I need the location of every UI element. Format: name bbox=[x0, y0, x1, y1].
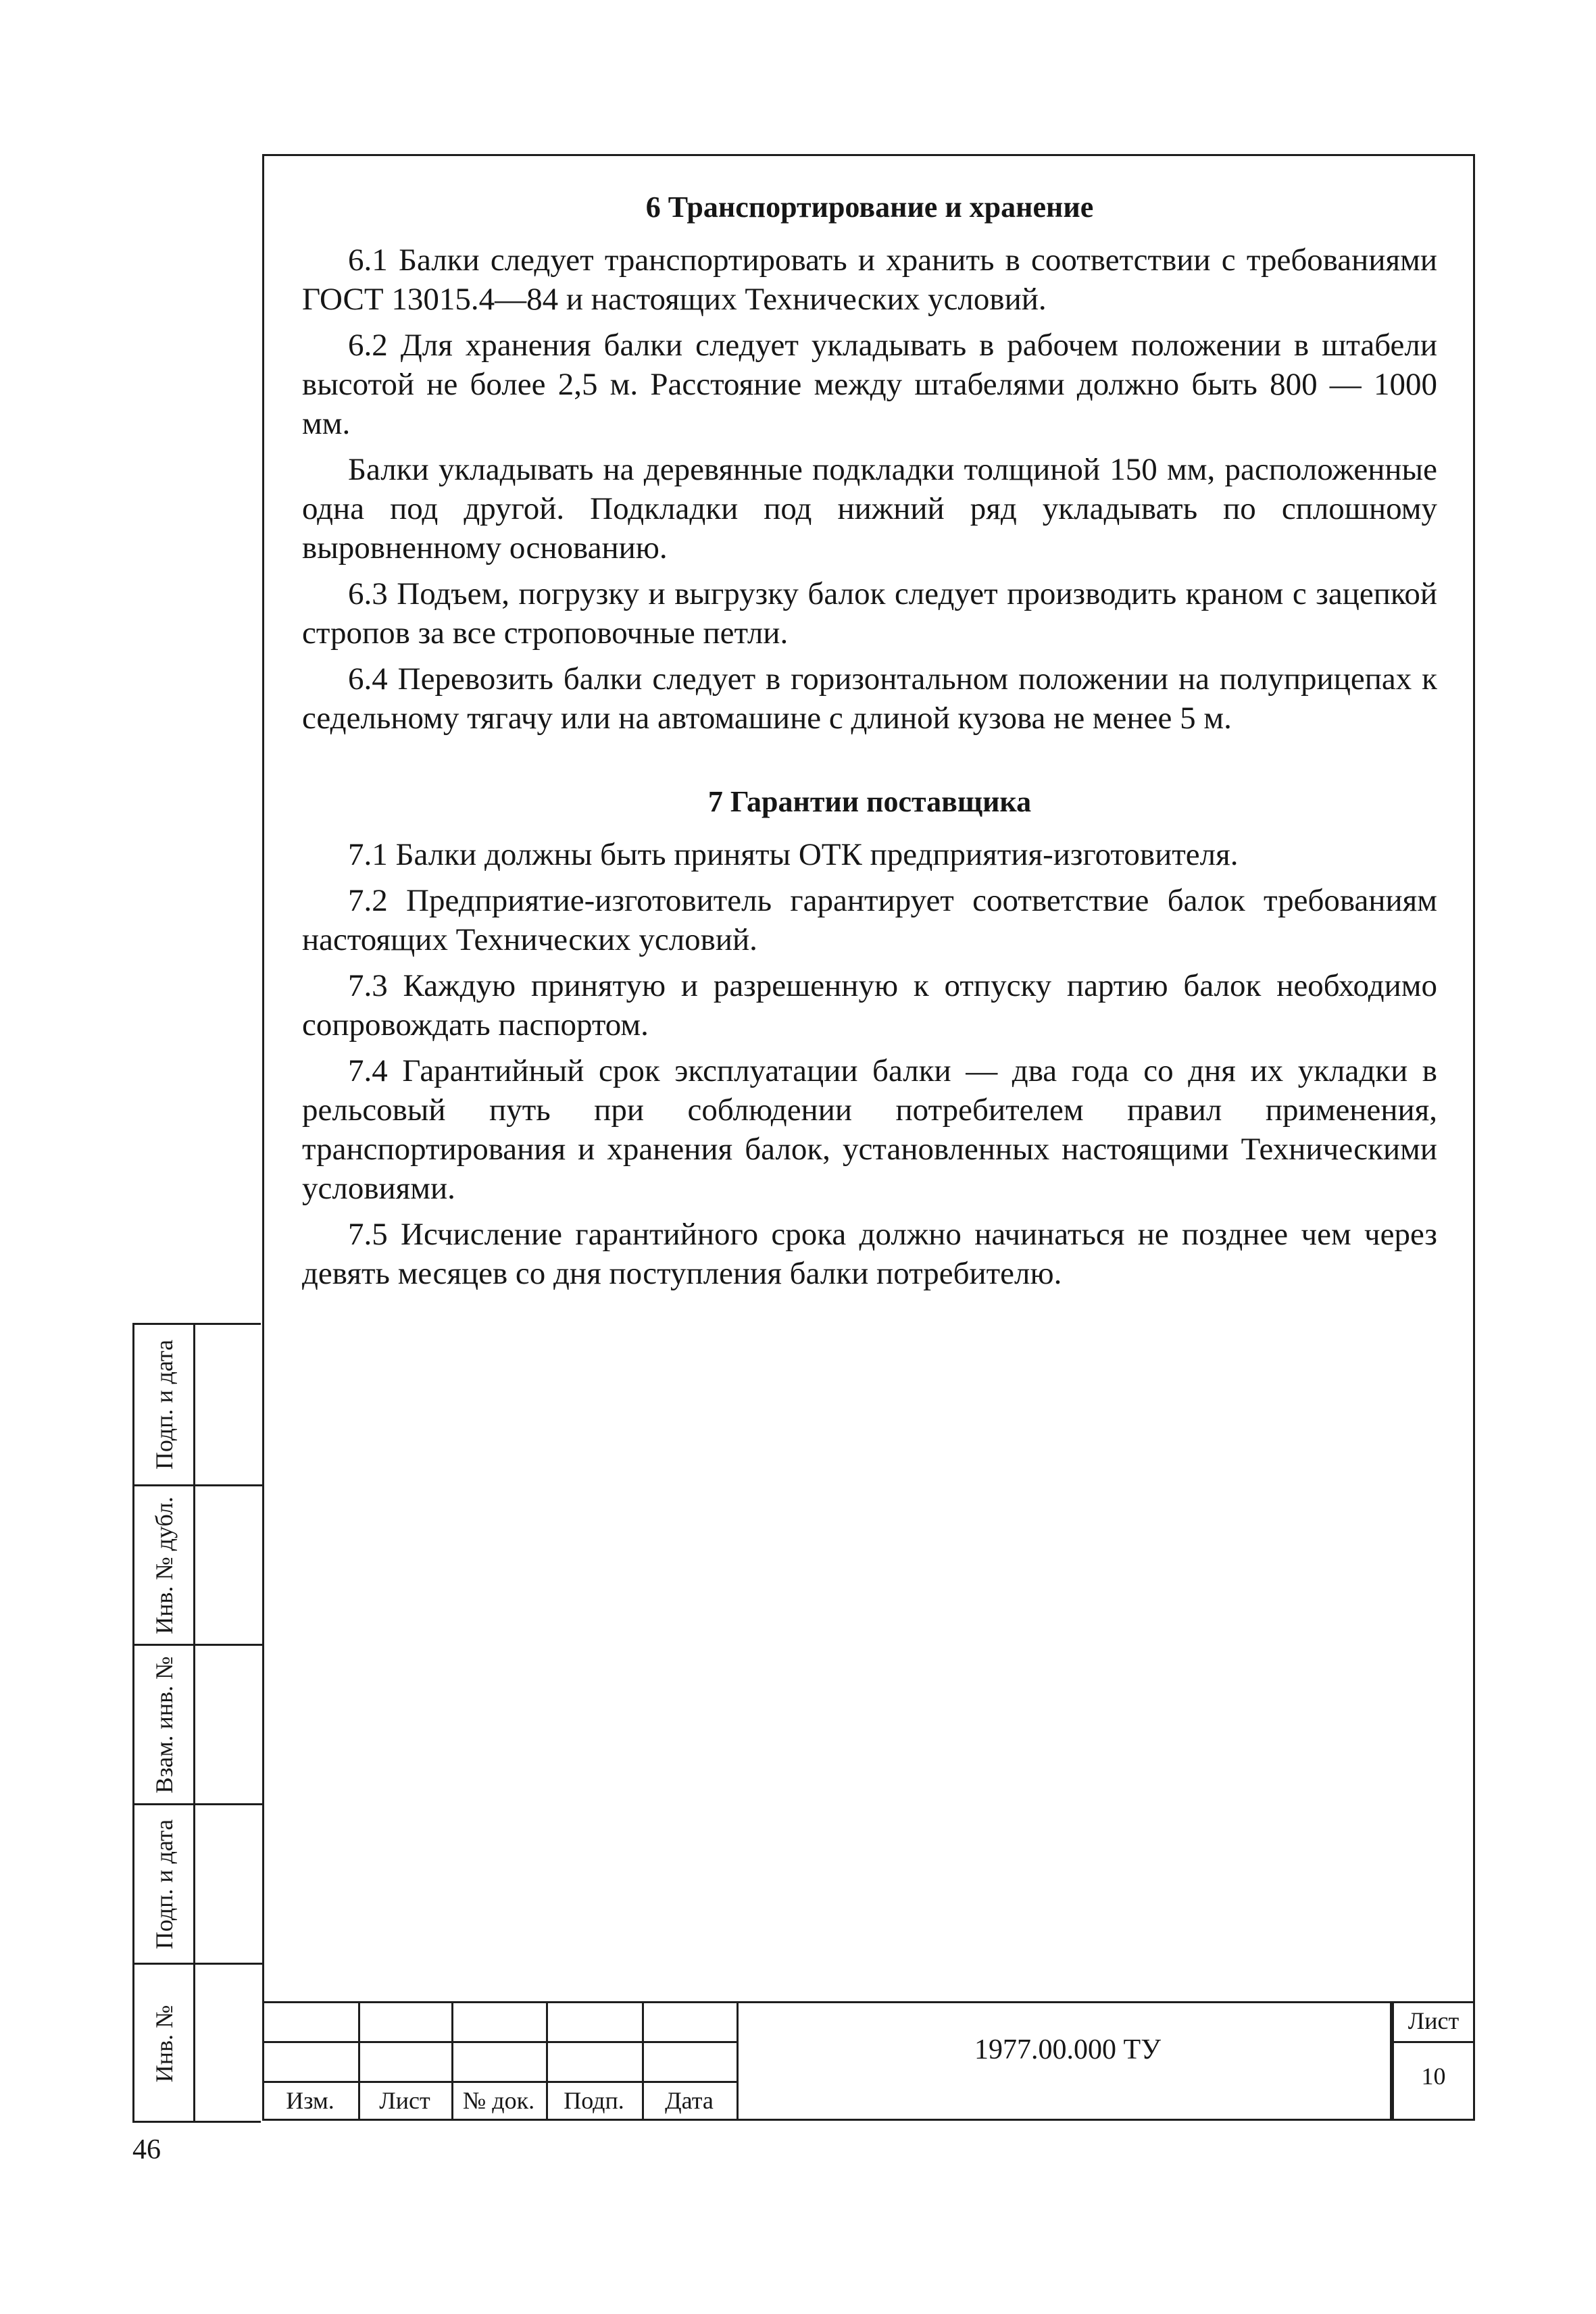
side-label: Подп. и дата bbox=[150, 1339, 178, 1470]
paragraph-7-1: 7.1 Балки должны быть приняты ОТК предприятия-изготовителя. bbox=[348, 837, 1239, 872]
paragraph-6-3: 6.3 Подъем, погрузку и выгрузку балок следует производить краном с зацепкой стропов за все строповочные петли. bbox=[302, 576, 1437, 651]
side-label: Инв. № дубл. bbox=[150, 1496, 178, 1634]
document-body bbox=[302, 188, 1437, 1300]
paragraph-7-4: 7.4 Гарантийный срок эксплуатации балки — два года со дня их укладки в рельсовый путь при соблюдении потребителем правил применения, транспортирования и хранения балок, установленных настоящими Техническими условиями. bbox=[302, 1053, 1437, 1206]
side-row-inv bbox=[134, 1963, 263, 2123]
column-label-doc-no: № док. bbox=[462, 2087, 535, 2114]
side-label: Взам. инв. № bbox=[150, 1656, 178, 1793]
paragraph-7-2: 7.2 Предприятие-изготовитель гарантирует соответствие балок требованиям настоящих Технических условий. bbox=[302, 883, 1437, 957]
section-7-heading: 7 Гарантии поставщика bbox=[707, 785, 1032, 818]
side-row-sign-date-2 bbox=[134, 1803, 263, 1963]
column-label-sign: Подп. bbox=[564, 2087, 624, 2114]
sheet-label: Лист bbox=[1407, 2007, 1460, 2034]
section-6-heading: 6 Транспортирование и хранение bbox=[645, 191, 1094, 224]
sheet-number: 10 bbox=[1421, 2063, 1446, 2090]
side-row-sign-date-1 bbox=[134, 1325, 263, 1484]
side-stamp bbox=[132, 1323, 261, 2123]
paragraph-6-2-cont: Балки укладывать на деревянные подкладки толщиной 150 мм, расположенные одна под другой. Подкладки под нижний ряд укладывать по сплошному выровненному основанию. bbox=[302, 452, 1437, 565]
side-label: Подп. и дата bbox=[150, 1819, 178, 1949]
paragraph-6-2: 6.2 Для хранения балки следует укладывать в рабочем положении в штабели высотой не более 2,5 м. Расстояние между штабелями должно быть 800 — 1000 мм. bbox=[302, 328, 1437, 441]
side-row-vzam-inv bbox=[134, 1644, 263, 1803]
column-label-date: Дата bbox=[665, 2087, 714, 2114]
paragraph-6-4: 6.4 Перевозить балки следует в горизонтальном положении на полуприцепах к седельному тягачу или на автомашине с длиной кузова не менее 5 м. bbox=[302, 661, 1437, 736]
paragraph-7-3: 7.3 Каждую принятую и разрешенную к отпуску партию балок необходимо сопровождать паспортом. bbox=[302, 968, 1437, 1042]
paragraph-7-5: 7.5 Исчисление гарантийного срока должно начинаться не позднее чем через девять месяцев со дня поступления балки потребителю. bbox=[302, 1217, 1437, 1291]
column-label-izm: Изм. bbox=[286, 2087, 334, 2114]
column-label-list: Лист bbox=[379, 2087, 430, 2114]
page-number: 46 bbox=[132, 2134, 161, 2165]
side-row-inv-dubl bbox=[134, 1484, 263, 1644]
paragraph-6-1: 6.1 Балки следует транспортировать и хранить в соответствии с требованиями ГОСТ 13015.4—84 и настоящих Технических условий. bbox=[302, 243, 1437, 317]
document-designation: 1977.00.000 ТУ bbox=[974, 2034, 1161, 2065]
side-label: Инв. № bbox=[150, 2005, 178, 2083]
